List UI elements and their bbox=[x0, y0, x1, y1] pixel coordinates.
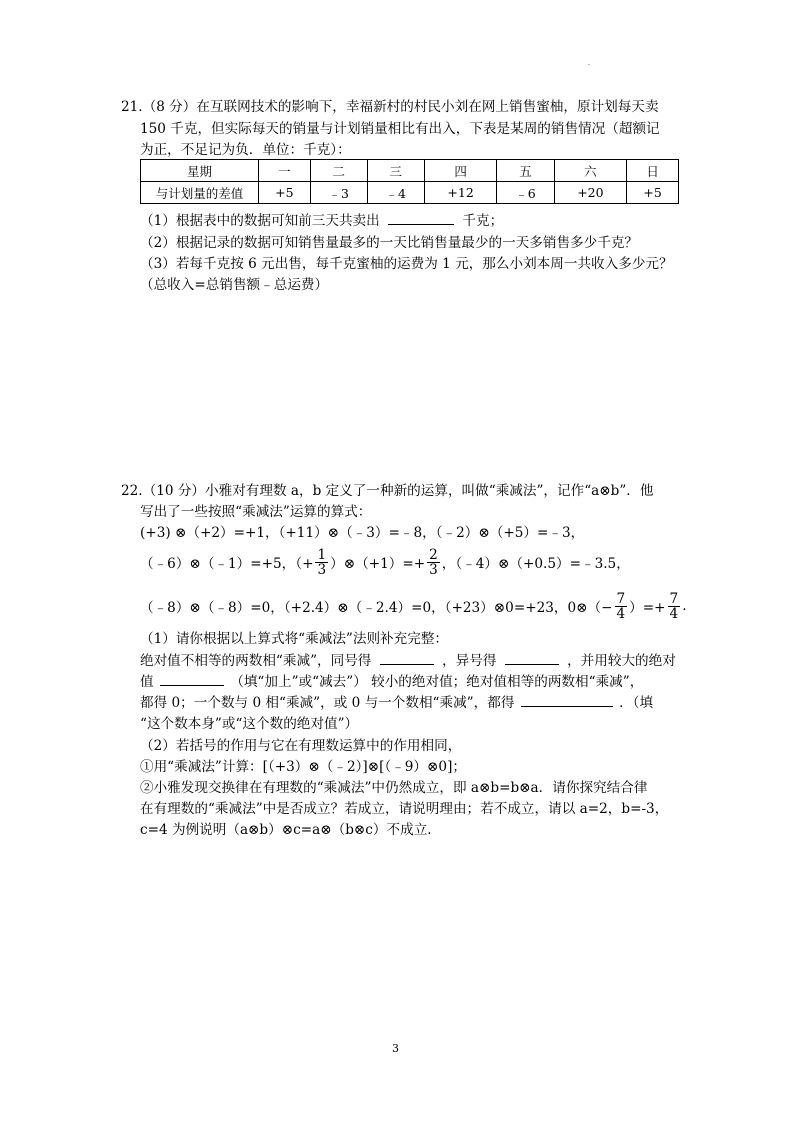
table-cell: +20 bbox=[554, 182, 627, 204]
answer-blank[interactable] bbox=[380, 650, 434, 665]
table-cell: 与计划量的差值 bbox=[141, 182, 259, 204]
fraction-numerator: 7 bbox=[616, 590, 626, 607]
q21-sub-1-unit: 千克； bbox=[462, 213, 504, 229]
fraction-numerator: 1 bbox=[317, 546, 327, 563]
q22-sub-2-item-2a: ②小雅发现交换律在有理数的“乘减法”中仍然成立，即 a⊗b=b⊗a．请你探究结合律 bbox=[140, 780, 648, 796]
q21-sub-3-note: （总收入=总销售额﹣总运费） bbox=[140, 277, 329, 293]
eq3-part-1: （﹣8）⊗（﹣8）=0，（+2.4）⊗（﹣2.4）=0，（+23）⊗0=+23，0⊗（− bbox=[140, 600, 613, 616]
table-cell: 星期 bbox=[141, 160, 259, 182]
q21-sub-2: （2）根据记录的数据可知销售量最多的一天比销售量最少的一天多销售多少千克？ bbox=[140, 235, 639, 251]
fraction-denominator: 4 bbox=[616, 605, 626, 622]
fraction-denominator: 3 bbox=[317, 561, 327, 578]
q22-line-2: 写出了一些按照“乘减法”运算的算式： bbox=[140, 504, 372, 520]
fraction-numerator: 2 bbox=[429, 546, 438, 563]
answer-blank[interactable] bbox=[160, 671, 224, 686]
table-cell: +5 bbox=[627, 182, 679, 204]
fraction-denominator: 3 bbox=[429, 561, 438, 578]
q22-line-1: 22.（10 分）小雅对有理数 a，b 定义了一种新的运算，叫做“乘减法”，记作“a⊗b”．他 bbox=[121, 483, 654, 499]
eq3-part-2: ）=+ bbox=[629, 600, 666, 616]
table-cell: 三 bbox=[367, 160, 424, 182]
top-dot: . bbox=[588, 60, 590, 67]
q22-equation-2 bbox=[140, 540, 630, 584]
fraction-seven-fourths bbox=[668, 592, 681, 621]
eq2-part-3: ，（﹣4）⊗（+0.5）=﹣3.5， bbox=[441, 556, 630, 572]
q21-line-1: 21.（8 分）在互联网技术的影响下，幸福新村的村民小刘在网上销售蜜柚，原计划每天卖 bbox=[121, 99, 659, 115]
eq2-part-2: ）⊗（+1）=+ bbox=[330, 556, 426, 572]
sales-table bbox=[140, 159, 679, 204]
table-cell: ﹣4 bbox=[367, 182, 424, 204]
table-cell: ﹣6 bbox=[497, 182, 554, 204]
table-header-row bbox=[141, 160, 679, 182]
eq2-part-1: （﹣6）⊗（﹣1）=+5，（+ bbox=[140, 556, 314, 572]
q22-equation-1: (+3) ⊗（+2）=+1，（+11）⊗（﹣3）=﹣8，（﹣2）⊗（+5）=﹣3， bbox=[140, 525, 585, 541]
table-cell: 五 bbox=[497, 160, 554, 182]
table-row bbox=[141, 182, 679, 204]
fraction-two-thirds bbox=[427, 548, 440, 577]
fraction-denominator: 4 bbox=[669, 605, 679, 622]
fraction-seven-fourths bbox=[615, 592, 628, 621]
rule1-text-b: ，异号得 bbox=[442, 653, 497, 669]
table-cell: 六 bbox=[554, 160, 627, 182]
page-number: 3 bbox=[392, 1042, 399, 1055]
fraction-one-third bbox=[315, 548, 328, 577]
answer-blank[interactable] bbox=[505, 650, 559, 665]
q22-sub-2-item-2b: 在有理数的“乘减法”中是否成立？若成立，请说明理由；若不成立，请以 a=2，b=-3， bbox=[140, 801, 669, 817]
table-cell: +5 bbox=[259, 182, 311, 204]
q21-sub-1 bbox=[140, 210, 503, 232]
table-cell: 四 bbox=[424, 160, 497, 182]
eq3-part-3: . bbox=[682, 598, 687, 614]
q22-rule-line-1 bbox=[140, 650, 676, 672]
q21-line-3: 为正，不足记为负．单位：千克）： bbox=[140, 142, 351, 158]
q22-sub-2: （2）若括号的作用与它在有理数运算中的作用相同， bbox=[140, 738, 462, 754]
answer-blank[interactable] bbox=[388, 210, 454, 225]
q22-rule-line-3 bbox=[140, 692, 653, 714]
q22-sub-2-item-2c: c=4 为例说明（a⊗b）⊗c=a⊗（b⊗c）不成立. bbox=[140, 822, 432, 838]
fraction-numerator: 7 bbox=[669, 590, 679, 607]
q22-rule-line-4: “这个数本身”或“这个数的绝对值”） bbox=[140, 716, 359, 732]
table-cell: 日 bbox=[627, 160, 679, 182]
rule2-text-b: （填“加上”或“减去”） 较小的绝对值；绝对值相等的两数相“乘减”， bbox=[230, 674, 644, 690]
q22-equation-3 bbox=[140, 584, 687, 628]
rule2-text-a: 值 bbox=[140, 674, 154, 690]
table-cell: 一 bbox=[259, 160, 311, 182]
table-cell: +12 bbox=[424, 182, 497, 204]
table-cell: 二 bbox=[310, 160, 367, 182]
rule1-text-c: ，并用较大的绝对 bbox=[567, 653, 676, 669]
answer-blank[interactable] bbox=[521, 692, 613, 707]
q22-sub-2-item-1: ①用“乘减法”计算：[（+3）⊗（﹣2）]⊗[（﹣9）⊗0]； bbox=[140, 759, 466, 775]
table-cell: ﹣3 bbox=[310, 182, 367, 204]
q21-line-2: 150 千克，但实际每天的销量与计划销量相比有出入，下表是某周的销售情况（超额记 bbox=[140, 121, 660, 137]
q22-rule-line-2 bbox=[140, 671, 643, 693]
q21-sub-3: （3）若每千克按 6 元出售，每千克蜜柚的运费为 1 元，那么小刘本周一共收入多少元？ bbox=[140, 256, 673, 272]
q22-sub-1: （1）请你根据以上算式将“乘减法”法则补充完整： bbox=[140, 631, 449, 647]
rule3-text-a: 都得 0；一个数与 0 相“乘减”，或 0 与一个数相“乘减”，都得 bbox=[140, 695, 515, 711]
rule1-text-a: 绝对值不相等的两数相“乘减”，同号得 bbox=[140, 653, 372, 669]
q21-sub-1-text: （1）根据表中的数据可知前三天共卖出 bbox=[140, 213, 380, 229]
rule3-text-b: ．（填 bbox=[619, 695, 654, 711]
